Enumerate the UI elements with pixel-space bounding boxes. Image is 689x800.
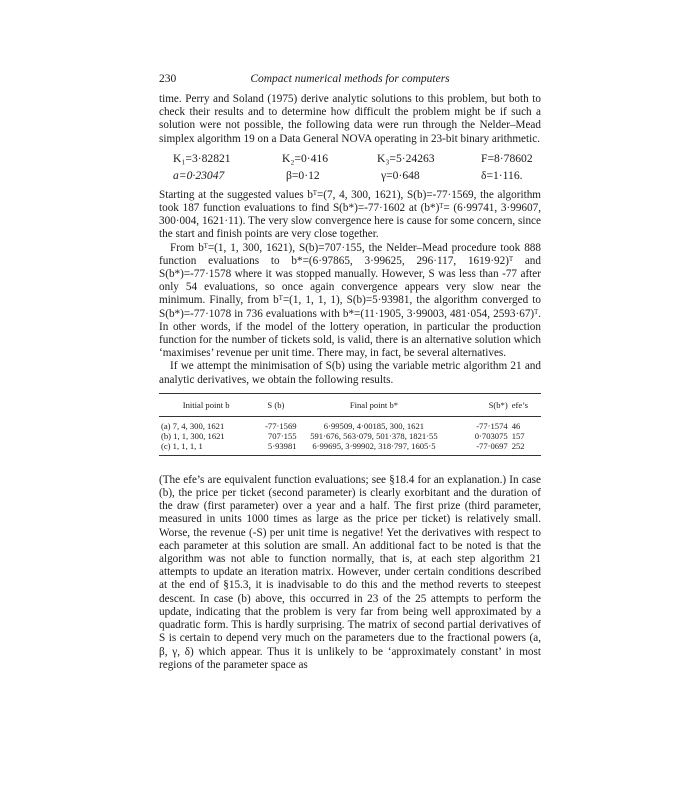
param-k3: K₃=5·24263: [377, 151, 435, 165]
cell-final: 6·99695, 3·99902, 318·797, 1605·5: [299, 441, 450, 456]
cell-s-b: -77·1569: [265, 420, 297, 431]
body-text: [159, 93, 541, 672]
param-gamma: γ=0·648: [381, 168, 420, 182]
results-table: [159, 393, 541, 456]
paragraph-discussion: (The efe’s are equivalent function evaluations; see §18.4 for an explanation.) In case (b), the price per ticket (second parameter) is clearly exorbitant and the duration of the draw (first parameter) over a year and a half. The first prize (third parameter, measured in units 1000 times as large as the price per ticket) is relatively small. Worse, the revenue (-S) per unit time is negative! Yet the derivatives with respect to each parameter at this solution are small. An additional fact to be noted is that the algorithm was not able to function normally, that is, at each step algorithm 21 attempts to update an iteration matrix. However, under certain conditions described at the end of §15.3, it is inadvisable to do this and the method reverts to steepest descent. In case (b) above, this occurred in 23 of the 25 attempts to perform the update, indicating that the problem is very far from being well approximated by a quadratic form. This is hardly surprising. The matrix of second partial derivatives of S is certain to depend very much on the parameters due to the fractional powers (a, β, γ, δ) which appear. Thus it is unlikely to be ‘approximately constant’ in most regions of the parameter space as: [159, 473, 541, 671]
cell-efes: 157: [511, 430, 525, 441]
cell-s-bstar: -77·0697: [449, 441, 509, 456]
col-initial-point: Initial point b: [159, 393, 253, 416]
cell-efes: 46: [511, 420, 521, 431]
table-row: [159, 431, 541, 441]
col-final-point: Final point b*: [299, 393, 450, 416]
col-s-bstar: S(b*): [449, 393, 509, 416]
param-beta: β=0·12: [286, 168, 320, 182]
running-title: Compact numerical methods for computers: [250, 73, 450, 85]
param-f: F=8·78602: [481, 151, 533, 165]
page-number: 230: [159, 73, 177, 85]
cell-final: 6·99509, 4·00185, 300, 1621: [323, 420, 425, 431]
param-k1: K₁=3·82821: [173, 151, 231, 165]
cell-initial: (c) 1, 1, 1, 1: [159, 441, 253, 456]
table-header-row: [159, 393, 541, 416]
cell-s-bstar: -77·1574: [476, 420, 508, 431]
param-alpha: a=0·23047: [173, 168, 225, 182]
paragraph-intro: time. Perry and Soland (1975) derive analytic solutions to this problem, but both to check their results and to determine how difficult the problem might be if such a solution were not possible, the following data were run through the Nelder–Mead simplex algorithm 19 on a Data General NOVA operating in 23-bit binary arithmetic.: [159, 93, 541, 145]
cell-efes: 252: [510, 441, 541, 456]
parameter-values: [159, 149, 541, 185]
cell-s-b: 5·93981: [253, 441, 298, 456]
col-efes: efe’s: [510, 393, 541, 416]
table-row: [159, 416, 541, 431]
cell-initial: (a) 7, 4, 300, 1621: [161, 420, 225, 431]
page-header: [159, 73, 541, 87]
param-k2: K₂=0·416: [282, 151, 329, 165]
cell-final: 591·676, 563·079, 501·378, 1821·55: [310, 430, 438, 441]
paragraph-variable-metric: If we attempt the minimisation of S(b) using the variable metric algorithm 21 and analytic derivatives, we obtain the following results.: [159, 360, 541, 386]
param-delta: δ=1·116.: [481, 168, 523, 182]
paragraph-nelder-mead: From bᵀ=(1, 1, 300, 1621), S(b)=707·155, the Nelder–Mead procedure took 888 function evaluations to b*=(6·97865, 3·99625, 296·117, 1619·92)ᵀ and S(b*)=-77·1578 where it was stopped manually. However, S was less than -77 after only 54 evaluations, so once again convergence appears very slow near the minimum. Finally, from bᵀ=(1, 1, 1, 1), S(b)=5·93981, the algorithm converged to S(b*)=-77·1078 in 736 evaluations with b*=(11·1905, 3·99003, 481·054, 2593·67)ᵀ. In other words, if the model of the lottery operation, in particular the production function for the number of tickets sold, is valid, there is an alternative solution which ‘maximises’ revenue per unit time. There may, in fact, be several alternatives.: [159, 241, 541, 360]
paragraph-starting-values: Starting at the suggested values bᵀ=(7, 4, 300, 1621), S(b)=-77·1569, the algorithm took 187 function evaluations to find S(b*)=-77·1602 at (b*)ᵀ= (6·99741, 3·99607, 300·004, 1621·11). The very slow convergence here is cause for some concern, since the start and finish points are very close together.: [159, 188, 541, 241]
table-row: [159, 441, 541, 456]
col-s-b: S (b): [253, 393, 298, 416]
cell-initial: (b) 1, 1, 300, 1621: [161, 430, 225, 441]
cell-s-b: 707·155: [267, 430, 297, 441]
cell-s-bstar: 0·703075: [474, 430, 508, 441]
